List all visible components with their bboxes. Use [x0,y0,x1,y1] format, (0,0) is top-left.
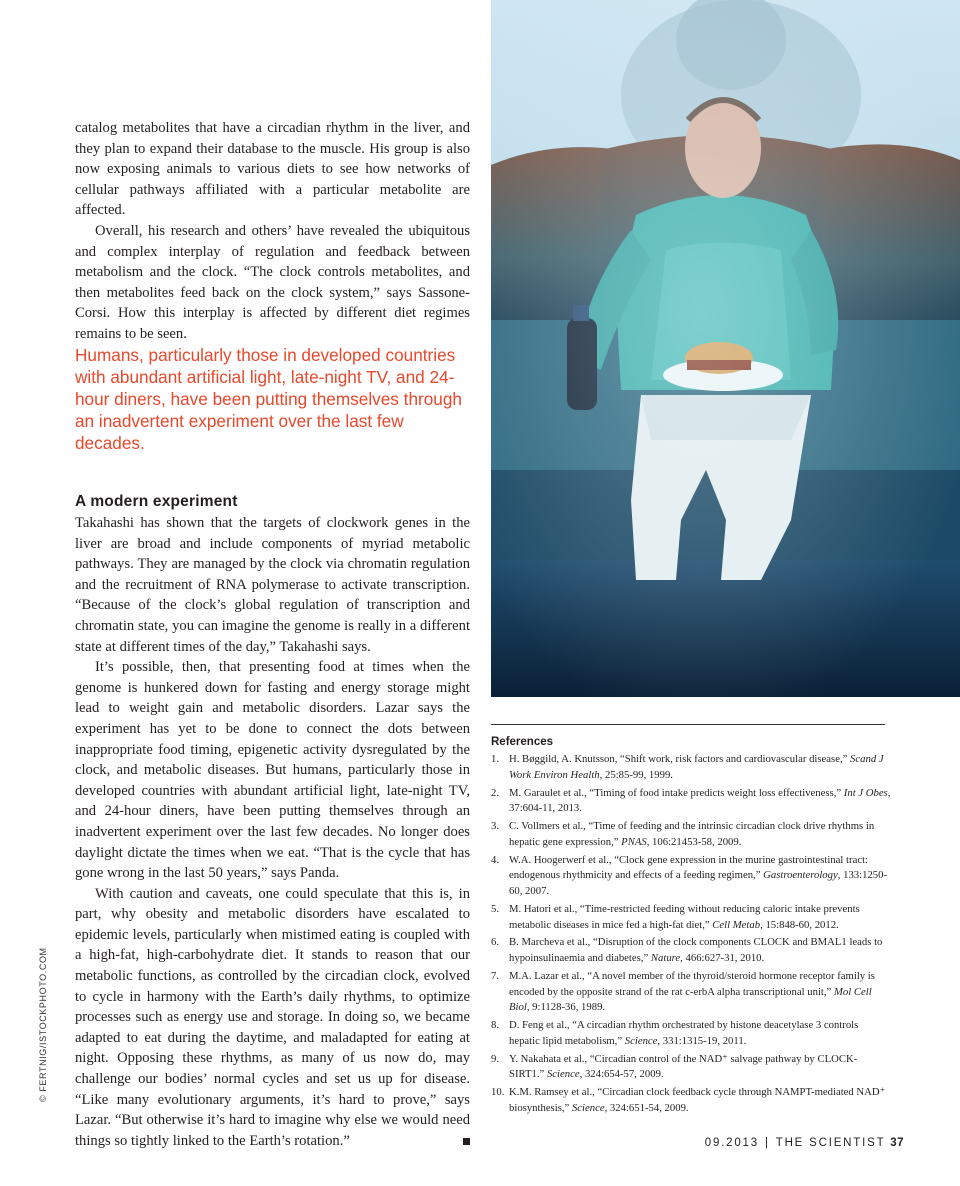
reference-details: , 25:85-99, 1999. [599,768,673,781]
pull-quote: Humans, particularly those in developed countries with abundant artificial light, late-night TV, and 24-hour diners, have been putting themselves through an inadvertent experiment over the last few decades. [75,345,462,453]
references-list [491,752,891,1119]
reference-details: , 331:1315-19, 2011. [657,1034,747,1047]
reference-number: 5. [491,902,500,915]
magazine-name: THE SCIENTIST [775,1137,886,1149]
reference-text: C. Vollmers et al., “Time of feeding and the intrinsic circadian clock drive rhythms in hepatic gene expression,” [509,820,875,848]
references-divider [491,724,885,725]
reference-number: 1. [491,753,500,765]
reference-text: M. Hatori et al., “Time-restricted feeding without reducing caloric intake prevents metabolic diseases in mice fed a high-fat diet,” [509,902,860,931]
photo-illustration [491,0,960,697]
reference-text: H. Bøggild, A. Knutsson, “Shift work, risk factors and cardiovascular disease,” [509,753,851,765]
reference-text: K.M. Ramsey et al., “Circadian clock feedback cycle through NAMPT-mediated NAD⁺ biosynthesis,” [509,1086,886,1114]
section-paragraph-2: It’s possible, then, that presenting food at times when the genome is hunkered down for fasting and energy storage might lead to weight gain and metabolic disorders. Lazar says the experiment has yet to be done to connect the dots between inappropriate food timing, epigenetic activity dysregulated by the clock, and metabolic diseases. But humans, particularly those in developed countries with abundant artificial light, late-night TV, and 24-hour diners, have been putting themselves through an inadvertent experiment over the last few decades. No longer does daylight dictate the times when we eat. “That is the cycle that has gone wrong in the last 50 years,” says Panda. [75,659,470,882]
footer-separator: | [764,1137,770,1149]
reference-number: 9. [491,1052,500,1065]
reference-item [491,1085,891,1116]
reference-number: 7. [491,970,500,983]
reference-details: , 133:1250-60, 2007. [509,869,888,897]
reference-source: Science [546,1068,580,1081]
reference-details: , 15:848-60, 2012. [760,918,839,931]
reference-item [491,902,891,933]
reference-source: PNAS [621,835,647,848]
intro-paragraph-2: Overall, his research and others’ have revealed the ubiquitous and complex interplay of regulation and feedback between metabolism and the clock. “The clock controls metabolites, and then metabolites feed back on the clock system,” says Sassone-Corsi. How this interplay is affected by different diet regimes remains to be seen. [75,222,470,342]
reference-source: Cell Metab [712,918,761,931]
reference-source: Science [571,1101,605,1114]
references-title: References [491,736,554,748]
reference-source: Scand J Work Environ Health [509,753,884,781]
reference-source: Nature [650,952,681,965]
reference-details: , 466:627-31, 2010. [680,952,765,965]
reference-text: D. Feng et al., “A circadian rhythm orchestrated by histone deacetylase 3 controls hepatic lipid metabolism,” [509,1019,859,1047]
intro-text-block [75,118,470,345]
end-mark-icon [463,1138,470,1145]
section-paragraph-1: Takahashi has shown that the targets of clockwork genes in the liver are broad and include components of myriad metabolic pathways. They are managed by the clock via chromatin regulation and the recruitment of RNA polymerase to activate transcription. “Because of the clock’s global regulation of transcription and chromatin state, you can imagine the genome is really in a different state at different times of the day,” Takahashi says. [75,515,470,655]
reference-text: W.A. Hoogerwerf et al., “Clock gene expression in the murine gastrointestinal tract: endogenous rhythmicity and effects of a feeding regimen,” [509,853,869,882]
reference-text: B. Marcheva et al., “Disruption of the clock components CLOCK and BMAL1 leads to hypoinsulinaemia and diabetes,” [509,936,883,965]
reference-item [491,853,891,900]
reference-item [491,1018,891,1049]
reference-details: , 106:21453-58, 2009. [646,835,742,848]
reference-number: 4. [491,853,500,866]
reference-number: 8. [491,1019,500,1032]
issue-date: 09.2013 [704,1137,759,1149]
reference-item [491,969,891,1016]
reference-number: 3. [491,820,500,833]
photo-man-on-couch [491,0,960,697]
reference-details: , 324:651-54, 2009. [604,1101,689,1114]
reference-text: M.A. Lazar et al., “A novel member of the thyroid/steroid hormone receptor family is encoded by the opposite strand of the rat c-erbA alpha transcriptional unit,” [509,970,875,998]
section-body [75,513,470,1151]
reference-item [491,819,891,850]
reference-number: 6. [491,936,500,949]
reference-details: , 324:654-57, 2009. [579,1068,664,1081]
reference-details: , 37:604-11, 2013. [509,786,891,815]
reference-text: M. Garaulet et al., “Timing of food intake predicts weight loss effectiveness,” [509,786,844,799]
section-paragraph-3 [75,884,470,1152]
photo-credit: © FERTNIG/ISTOCKPHOTO.COM [38,947,48,1102]
reference-text: Y. Nakahata et al., “Circadian control of the NAD⁺ salvage pathway by CLOCK-SIRT1.” [509,1052,858,1081]
reference-source: Science [624,1034,658,1047]
reference-details: , 9:1128-36, 1989. [526,1001,606,1014]
page-number: 37 [890,1137,904,1149]
reference-source: Int J Obes [843,786,888,799]
reference-number: 2. [491,786,500,799]
reference-source: Gastroenterology [763,869,838,882]
reference-item [491,752,891,783]
reference-number: 10. [491,1086,505,1099]
section-heading: A modern experiment [75,493,238,510]
page-footer [705,1137,904,1149]
reference-item [491,786,891,817]
reference-source: Mol Cell Biol [509,985,872,1014]
section-paragraph-3-text: With caution and caveats, one could speculate that this is, in part, why obesity and metabolic disorders have escalated to epidemic levels, particularly when mistimed eating is coupled with a high-fat, high-carbohydrate diet. It stands to reason that our metabolic functions, as controlled by the circadian clock, evolved to cycle in harmony with the Earth’s daily rhythms, to optimize processes such as energy use and storage. In doing so, we became adapted to eat during the daytime, and maladapted for eating at night. Opposing these rhythms, as many of us now do, may challenge our bodies’ normal cycles and set us up for disease. “Like many evolutionary arguments, it’s hard to prove,” says Lazar. “But otherwise it’s hard to imagine why else we would need things so tightly linked to the Earth’s rotation.” [75,885,470,1149]
reference-item [491,935,891,966]
intro-paragraph-1: catalog metabolites that have a circadian rhythm in the liver, and they plan to expand their database to the muscle. His group is also now exposing animals to various diets to see how networks of cellular pathways affiliated with a particular metabolite are affected. [75,120,470,219]
reference-item [491,1052,891,1083]
